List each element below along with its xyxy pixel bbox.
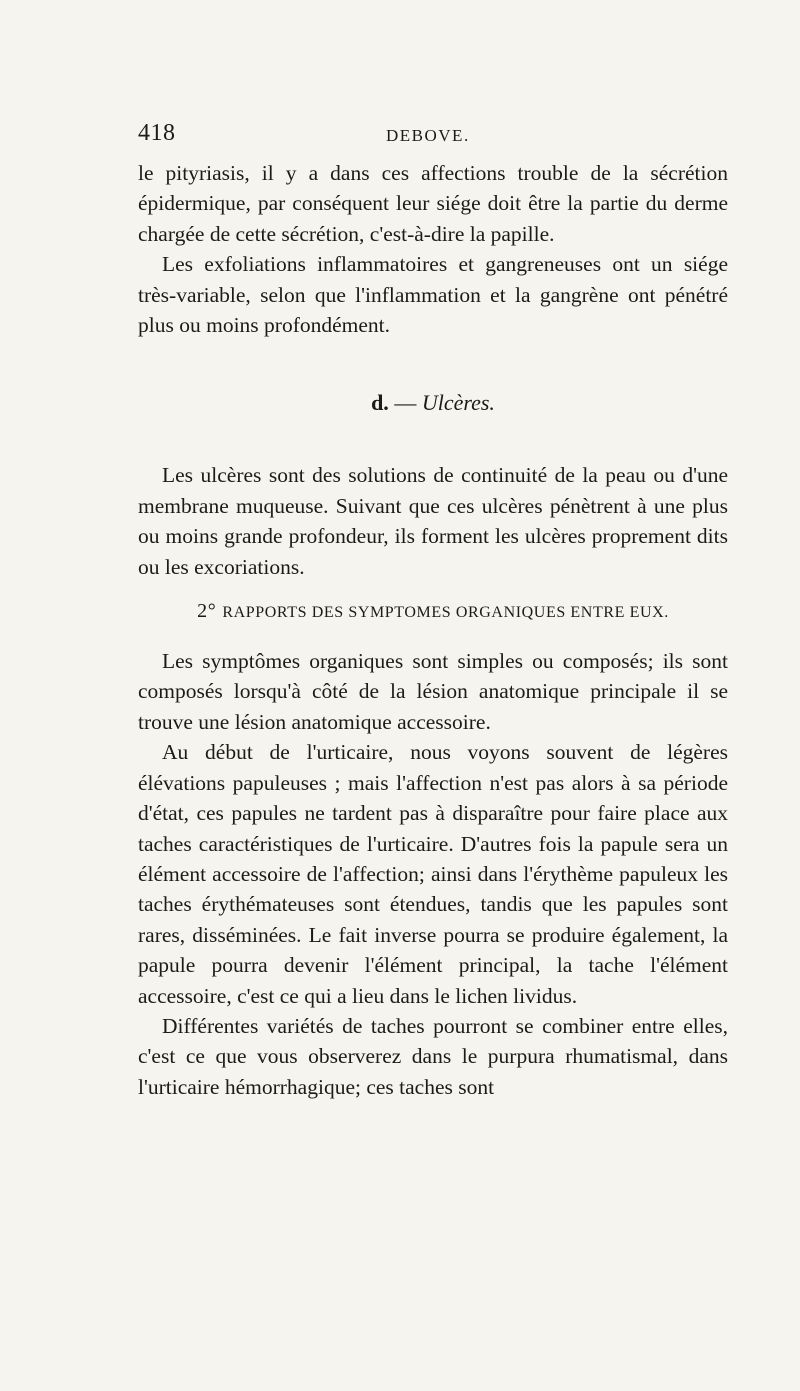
paragraph-taches: Différentes variétés de taches pourront se combiner entre elles, c'est ce que vous observerez dans le purpura rhumatismal, dans l'urticaire hémorrhagique; ces taches sont [138, 1013, 728, 1099]
subsection-heading [138, 388, 728, 418]
section-title: RAPPORTS DES SYMPTOMES ORGANIQUES ENTRE EUX. [222, 604, 669, 622]
running-head-author: DEBOVE. [386, 126, 470, 145]
paragraph-ulceres: Les ulcères sont des solutions de continuité de la peau ou d'une membrane muqueuse. Suivant que ces ulcères pénètrent à une plus ou moins grande profondeur, ils forment les ulcères proprement dits ou les excoriations. [138, 463, 728, 579]
subsection-number: d. [371, 390, 389, 416]
paragraph-exfoliations: Les exfoliations inflammatoires et gangreneuses ont un siége très-variable, selon que l'inflammation et la gangrène ont pénétré plus ou moins profondément. [138, 252, 728, 338]
page-number: 418 [138, 120, 176, 146]
subsection-title: Ulcères. [421, 390, 495, 416]
paragraph-symptomes: Les symptômes organiques sont simples ou composés; ils sont composés lorsqu'à côté de la lésion anatomique principale il se trouve une lésion anatomique accessoire. [138, 649, 728, 734]
subsection-separator: — [388, 390, 422, 416]
main-text [138, 158, 728, 1102]
paragraph-continued: le pityriasis, il y a dans ces affections trouble de la sécrétion épidermique, par conséquent leur siége doit être la partie du derme chargée de cette sécrétion, c'est-à-dire la papille. [138, 161, 728, 246]
running-header [138, 120, 728, 150]
section-number: 2° [197, 600, 217, 623]
paragraph-urticaire: Au début de l'urticaire, nous voyons souvent de légères élévations papuleuses ; mais l'affection n'est pas alors à sa période d'état, ces papules ne tardent pas à disparaître pour faire place aux taches caractéristiques de l'urticaire. D'autres fois la papule sera un élément accessoire de l'affection; ainsi dans l'érythème papuleux les taches érythémateuses sont étendues, tandis que les papules sont rares, disséminées. Le fait inverse pourra se produire également, la papule pourra devenir l'élément principal, la tache l'élément accessoire, c'est ce qui a lieu dans le lichen lividus. [138, 740, 728, 1008]
section-heading [138, 596, 728, 628]
